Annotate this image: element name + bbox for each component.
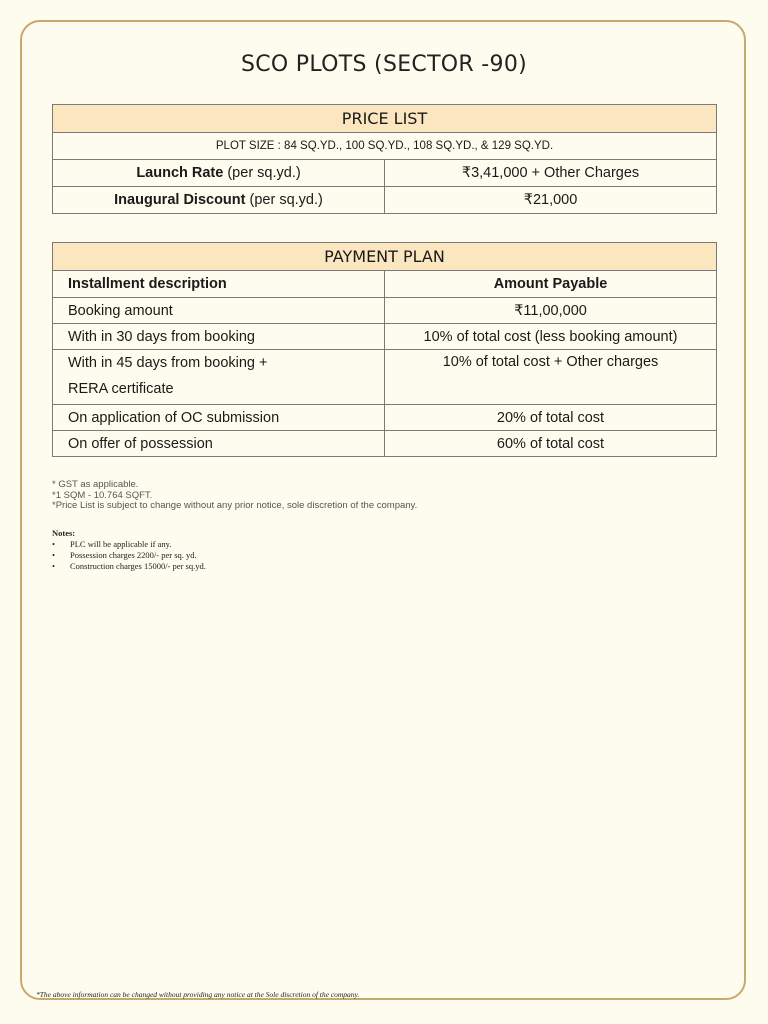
bullet-icon: • (52, 561, 55, 571)
note-text: Possession charges 2200/- per sq. yd. (70, 550, 197, 560)
amount-payable: 60% of total cost (385, 431, 717, 457)
bottom-disclaimer: *The above information can be changed without providing any notice at the Sole discretion of the company. (36, 990, 360, 999)
payment-plan-column-headers (53, 271, 717, 298)
plot-size-row: PLOT SIZE : 84 SQ.YD., 100 SQ.YD., 108 SQ.YD., & 129 SQ.YD. (53, 133, 717, 160)
inaugural-discount-value: ₹21,000 (385, 187, 717, 214)
installment-description-line1: With in 45 days from booking + (68, 355, 268, 371)
footnote-price-change: *Price List is subject to change without any prior notice, sole discretion of the company. (52, 500, 418, 511)
bullet-icon: • (52, 539, 55, 549)
installment-description-header: Installment description (53, 271, 385, 298)
footnotes (52, 480, 417, 512)
installment-description (53, 350, 385, 405)
notes-list (52, 539, 206, 572)
inaugural-discount-label-unit: (per sq.yd.) (245, 192, 323, 208)
launch-rate-label (53, 160, 385, 187)
payment-plan-header: PAYMENT PLAN (53, 243, 717, 271)
inaugural-discount-label-bold: Inaugural Discount (114, 192, 246, 208)
table-row (53, 431, 717, 457)
payment-plan-table (52, 242, 717, 457)
installment-description: On application of OC submission (53, 405, 385, 431)
installment-description-line2: RERA certificate (68, 381, 174, 397)
inaugural-discount-label (53, 187, 385, 214)
note-text: PLC will be applicable if any. (70, 539, 172, 549)
amount-payable: 10% of total cost (less booking amount) (385, 324, 717, 350)
launch-rate-row (53, 160, 717, 187)
table-row (53, 324, 717, 350)
launch-rate-label-unit: (per sq.yd.) (223, 165, 301, 181)
table-row (53, 405, 717, 431)
list-item (52, 550, 206, 561)
notes-section (52, 528, 206, 572)
footnote-sqm: *1 SQM - 10.764 SQFT. (52, 489, 153, 501)
price-list-table (52, 104, 717, 214)
amount-payable: 10% of total cost + Other charges (385, 350, 717, 405)
table-row (53, 298, 717, 324)
amount-payable: ₹11,00,000 (385, 298, 717, 324)
launch-rate-value: ₹3,41,000 + Other Charges (385, 160, 717, 187)
installment-description: Booking amount (53, 298, 385, 324)
amount-payable: 20% of total cost (385, 405, 717, 431)
notes-heading: Notes: (52, 528, 76, 538)
price-list-header: PRICE LIST (53, 105, 717, 133)
note-text: Construction charges 15000/- per sq.yd. (70, 561, 206, 571)
amount-payable-header: Amount Payable (385, 271, 717, 298)
launch-rate-label-bold: Launch Rate (136, 165, 224, 181)
bullet-icon: • (52, 550, 55, 560)
page-title: SCO PLOTS (SECTOR -90) (240, 52, 528, 77)
table-row (53, 350, 717, 405)
inaugural-discount-row (53, 187, 717, 214)
installment-description: With in 30 days from booking (53, 324, 385, 350)
list-item (52, 561, 206, 572)
footnote-gst: * GST as applicable. (52, 479, 139, 490)
list-item (52, 539, 206, 550)
installment-description: On offer of possession (53, 431, 385, 457)
